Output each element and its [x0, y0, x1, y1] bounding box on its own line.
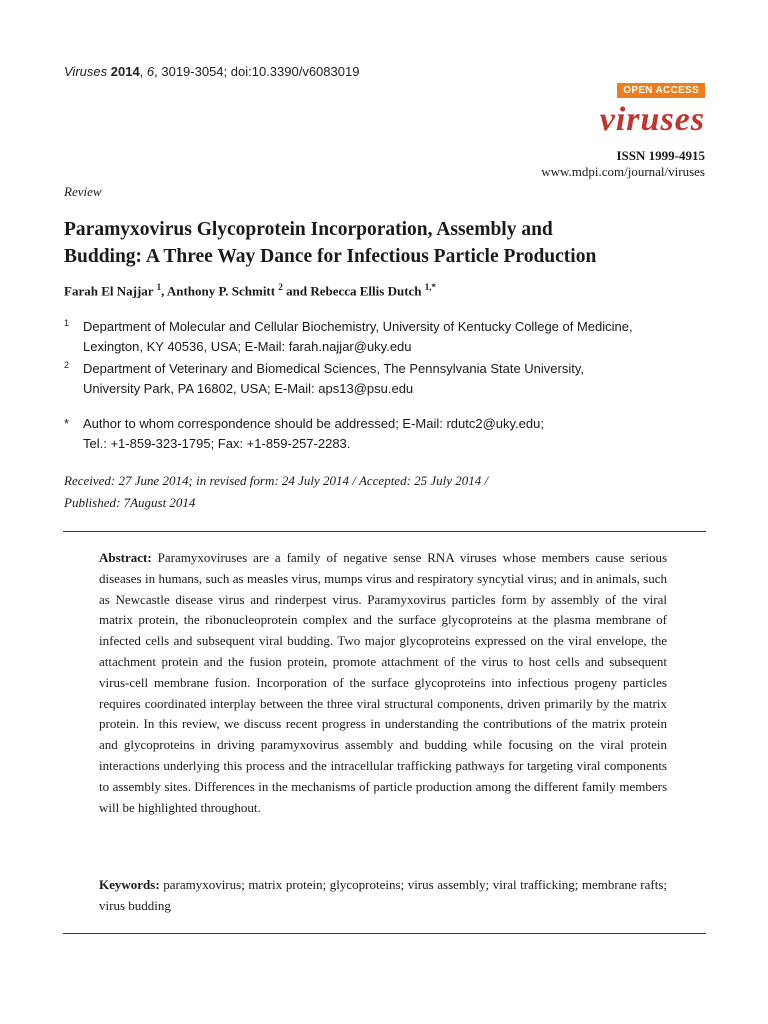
journal-logo: viruses [599, 101, 705, 138]
correspondence-line: Tel.: +1-859-323-1795; Fax: +1-859-257-2283. [83, 436, 351, 451]
keywords [99, 875, 667, 917]
article-type: Review [64, 184, 102, 199]
affiliation-line: Department of Molecular and Cellular Biochemistry, University of Kentucky College of Medicine, [83, 319, 633, 334]
correspondence-line: Author to whom correspondence should be addressed; E-Mail: rdutc2@uky.edu; [83, 416, 544, 431]
abstract-text: Paramyxoviruses are a family of negative sense RNA viruses whose members cause serious diseases in humans, such as measles virus, mumps virus and respiratory syncytial virus; and in animals, such as Newcastle disease virus and rinderpest virus. Paramyxovirus particles form by assembly of the viral matrix protein, the ribonucleoprotein complex and the surface glycoproteins at the plasma membrane of infected cells and subsequent viral budding. Two major glycoproteins expressed on the viral envelope, the attachment protein and the fusion protein, promote attachment of the virus to host cells and subsequent virus-cell membrane fusion. Incorporation of the surface glycoproteins into infectious progeny particles requires coordinated interplay between the three viral structural components, driven primarily by the matrix protein. In this review, we discuss recent progress in understanding the contributions of the matrix protein and glycoproteins in driving paramyxovirus assembly and budding while focusing on the viral protein interactions underlying this process and the intracellular trafficking pathways for targeting viral components to assembly sites. Differences in the mechanisms of particle production among the different family members will be highlighted throughout. [99, 550, 668, 815]
author-affiliation-mark: 2 [278, 282, 283, 292]
abstract-label: Abstract: [99, 550, 152, 565]
author-affiliation-mark: 1 [156, 282, 162, 292]
affiliation-line: Lexington, KY 40536, USA; E-Mail: farah.najjar@uky.edu [83, 339, 412, 354]
journal-url-link[interactable]: www.mdpi.com/journal/viruses [541, 164, 705, 179]
citation-pages-doi: , 3019-3054; doi:10.3390/v6083019 [154, 64, 360, 79]
citation-year: 2014 [110, 64, 140, 79]
citation-journal: Viruses [64, 64, 108, 79]
author-separator: , [161, 283, 167, 299]
affiliation-line: Department of Veterinary and Biomedical Sciences, The Pennsylvania State University, [83, 361, 584, 376]
author-list [64, 282, 436, 299]
correspondence-mark: * [64, 416, 70, 431]
author-affiliation-mark: 1,* [424, 282, 437, 292]
article-title [64, 216, 714, 270]
citation-separator: , [139, 64, 147, 79]
author-name: Farah El Najjar [64, 283, 154, 299]
dates-line-2: Published: 7August 2014 [64, 495, 196, 510]
keywords-label: Keywords: [99, 877, 160, 892]
journal-citation [64, 64, 359, 79]
abstract [99, 548, 667, 818]
keywords-text: paramyxovirus; matrix protein; glycoproteins; virus assembly; viral trafficking; membrane rafts; virus budding [99, 877, 668, 913]
author-name: Anthony P. Schmitt [166, 283, 276, 299]
affiliation-mark: 1 [64, 318, 70, 328]
issn-number: ISSN 1999-4915 [616, 148, 705, 163]
corresponding-author-mark: * [431, 282, 437, 292]
author-separator: and [282, 283, 311, 299]
publication-dates [64, 470, 488, 514]
title-line-1: Paramyxovirus Glycoprotein Incorporation, Assembly and [64, 219, 553, 240]
affiliation-mark: 2 [64, 360, 70, 370]
author-name: Rebecca Ellis Dutch [310, 283, 422, 299]
divider-bottom [63, 933, 706, 934]
affiliation-line: University Park, PA 16802, USA; E-Mail: aps13@psu.edu [83, 381, 414, 396]
divider-top [63, 531, 706, 532]
dates-line-1: Received: 27 June 2014; in revised form: 24 July 2014 / Accepted: 25 July 2014 / [64, 473, 489, 488]
title-line-2: Budding: A Three Way Dance for Infectious Particle Production [64, 246, 597, 267]
open-access-badge: OPEN ACCESS [617, 83, 705, 98]
citation-volume: 6 [146, 64, 155, 79]
